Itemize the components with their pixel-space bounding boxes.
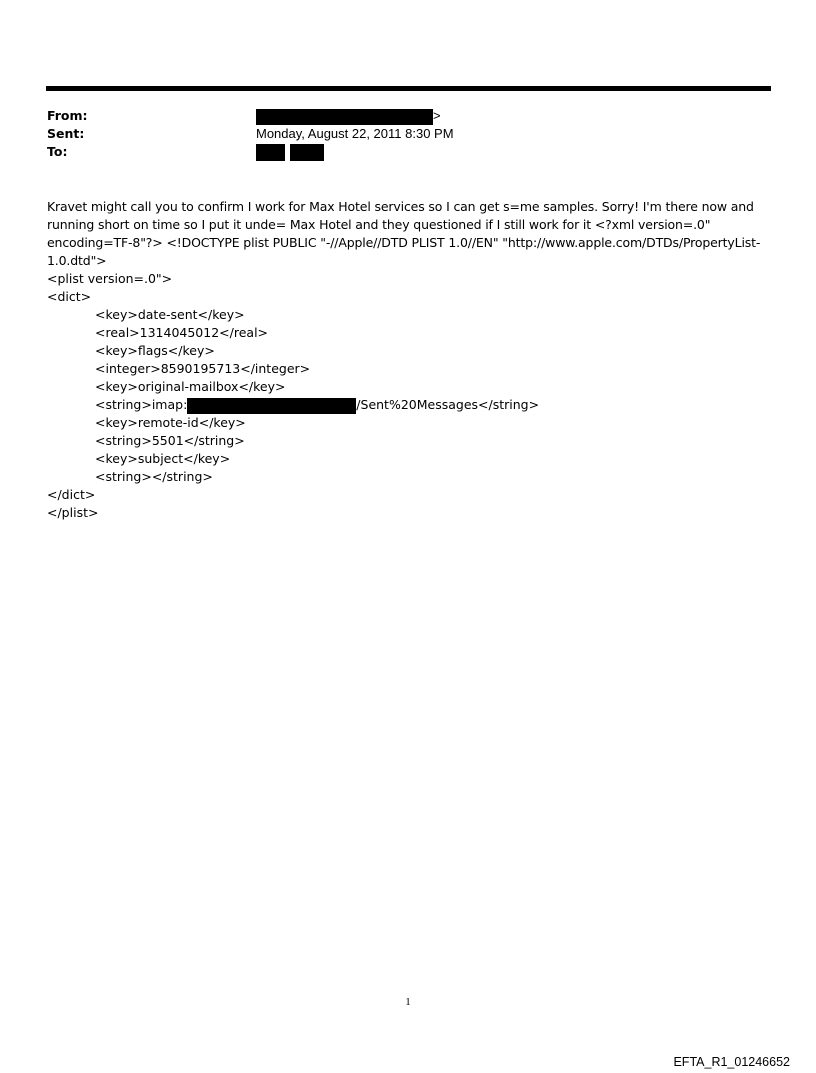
plist-line: <key>remote-id</key> bbox=[95, 415, 246, 430]
from-label: From: bbox=[47, 108, 88, 123]
plist-open-line: <plist version=.0"> bbox=[47, 271, 173, 286]
to-label: To: bbox=[47, 144, 68, 159]
plist-line: <key>original-mailbox</key> bbox=[95, 379, 286, 394]
to-value bbox=[256, 143, 324, 161]
imap-line bbox=[47, 396, 767, 414]
from-suffix: > bbox=[433, 108, 441, 123]
redaction-block bbox=[256, 109, 433, 125]
imap-suffix: /Sent%20Messages</string> bbox=[356, 397, 540, 412]
bates-number: EFTA_R1_01246652 bbox=[673, 1055, 790, 1069]
redaction-block bbox=[256, 144, 285, 161]
redaction-block bbox=[290, 144, 324, 161]
plist-line: <key>date-sent</key> bbox=[95, 307, 245, 322]
sent-value: Monday, August 22, 2011 8:30 PM bbox=[256, 126, 454, 141]
plist-line: <string>5501</string> bbox=[95, 433, 245, 448]
redaction-block bbox=[187, 398, 356, 414]
imap-prefix: <string>imap: bbox=[95, 397, 188, 412]
from-value bbox=[256, 107, 441, 125]
dict-open-line: <dict> bbox=[47, 289, 92, 304]
page-number: 1 bbox=[405, 996, 411, 1008]
plist-line: <key>subject</key> bbox=[95, 451, 231, 466]
plist-line: <integer>8590195713</integer> bbox=[95, 361, 311, 376]
dict-close-line: </dict> bbox=[47, 487, 96, 502]
plist-line: <real>1314045012</real> bbox=[95, 325, 269, 340]
message-paragraph: Kravet might call you to confirm I work for Max Hotel services so I can get s=me samples. Sorry! I'm there now and running short on time so I put it unde= Max Hotel and they questioned if I still work for it <?xml version=.0" encoding=TF-8"?> <!DOCTYPE plist PUBLIC "-//Apple//DTD PLIST 1.0//EN" "http://www.apple.com/DTDs/PropertyList-1.0.dtd"> bbox=[47, 199, 761, 268]
sent-label: Sent: bbox=[47, 126, 85, 141]
plist-line: <key>flags</key> bbox=[95, 343, 215, 358]
message-body bbox=[47, 198, 767, 522]
plist-line: <string></string> bbox=[95, 469, 213, 484]
header-rule bbox=[46, 86, 771, 91]
plist-close-line: </plist> bbox=[47, 505, 99, 520]
